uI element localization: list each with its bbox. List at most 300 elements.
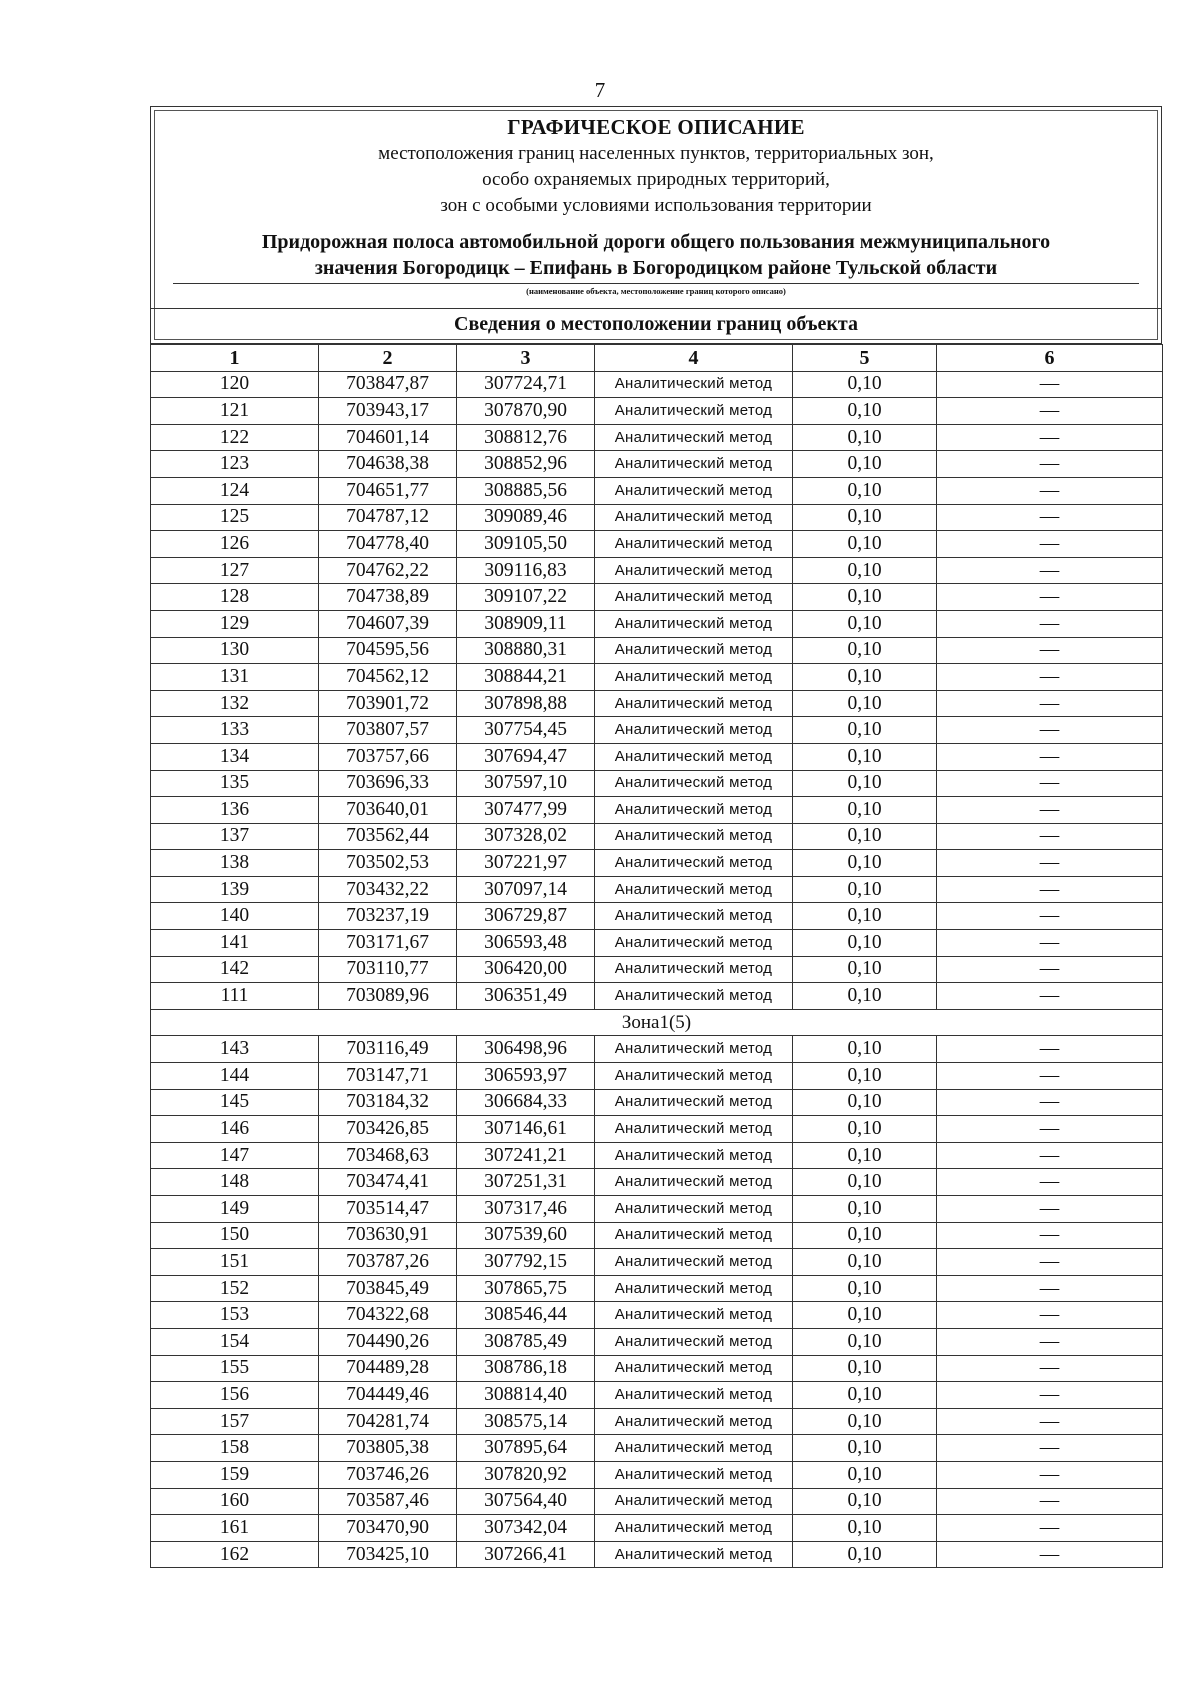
accuracy-cell: 0,10: [793, 797, 937, 824]
x-coordinate-cell: 704778,40: [319, 531, 457, 558]
subtitle-line-3: зон с особыми условиями использования территории: [440, 195, 872, 216]
point-number-cell: 133: [151, 717, 319, 744]
x-coordinate-cell: 703147,71: [319, 1063, 457, 1090]
description-cell: —: [937, 1142, 1163, 1169]
point-number-cell: 122: [151, 424, 319, 451]
object-name-underline: [173, 283, 1139, 284]
table-row: [151, 1169, 1163, 1196]
accuracy-cell: 0,10: [793, 557, 937, 584]
accuracy-cell: 0,10: [793, 1116, 937, 1143]
column-header: 1: [151, 345, 319, 372]
table-row: [151, 1328, 1163, 1355]
accuracy-cell: 0,10: [793, 1036, 937, 1063]
point-number-cell: 130: [151, 637, 319, 664]
point-number-cell: 160: [151, 1488, 319, 1515]
x-coordinate-cell: 703171,67: [319, 930, 457, 957]
table-row: [151, 1116, 1163, 1143]
table-row: [151, 451, 1163, 478]
method-cell: Аналитический метод: [595, 850, 793, 877]
x-coordinate-cell: 704489,28: [319, 1355, 457, 1382]
description-cell: —: [937, 823, 1163, 850]
accuracy-cell: 0,10: [793, 477, 937, 504]
y-coordinate-cell: 306351,49: [457, 983, 595, 1010]
y-coordinate-cell: 307328,02: [457, 823, 595, 850]
y-coordinate-cell: 306420,00: [457, 956, 595, 983]
method-cell: Аналитический метод: [595, 1249, 793, 1276]
zone-separator: [151, 1009, 1163, 1036]
x-coordinate-cell: 703746,26: [319, 1461, 457, 1488]
point-number-cell: 140: [151, 903, 319, 930]
y-coordinate-cell: 306498,96: [457, 1036, 595, 1063]
method-cell: Аналитический метод: [595, 1196, 793, 1223]
method-cell: Аналитический метод: [595, 690, 793, 717]
column-header: 6: [937, 345, 1163, 372]
x-coordinate-cell: 704490,26: [319, 1328, 457, 1355]
table-row: [151, 1222, 1163, 1249]
table-row: [151, 1036, 1163, 1063]
point-number-cell: 161: [151, 1515, 319, 1542]
accuracy-cell: 0,10: [793, 1275, 937, 1302]
method-cell: Аналитический метод: [595, 1036, 793, 1063]
description-cell: —: [937, 1328, 1163, 1355]
table-row: [151, 1461, 1163, 1488]
x-coordinate-cell: 703587,46: [319, 1488, 457, 1515]
description-cell: —: [937, 1488, 1163, 1515]
zone-label: Зона1(5): [151, 1009, 1163, 1036]
x-coordinate-cell: 703514,47: [319, 1196, 457, 1223]
method-cell: Аналитический метод: [595, 1408, 793, 1435]
description-cell: —: [937, 1036, 1163, 1063]
accuracy-cell: 0,10: [793, 1435, 937, 1462]
y-coordinate-cell: 309105,50: [457, 531, 595, 558]
accuracy-cell: 0,10: [793, 664, 937, 691]
y-coordinate-cell: 307820,92: [457, 1461, 595, 1488]
method-cell: Аналитический метод: [595, 531, 793, 558]
y-coordinate-cell: 306593,48: [457, 930, 595, 957]
table-row: [151, 398, 1163, 425]
point-number-cell: 149: [151, 1196, 319, 1223]
table-row: [151, 797, 1163, 824]
table-row: [151, 823, 1163, 850]
y-coordinate-cell: 308575,14: [457, 1408, 595, 1435]
description-cell: —: [937, 1116, 1163, 1143]
table-row: [151, 1275, 1163, 1302]
x-coordinate-cell: 703468,63: [319, 1142, 457, 1169]
table-row: [151, 1408, 1163, 1435]
y-coordinate-cell: 307477,99: [457, 797, 595, 824]
description-cell: —: [937, 956, 1163, 983]
y-coordinate-cell: 307694,47: [457, 743, 595, 770]
x-coordinate-cell: 704607,39: [319, 610, 457, 637]
point-number-cell: 135: [151, 770, 319, 797]
table-row: [151, 1089, 1163, 1116]
table-row: [151, 876, 1163, 903]
x-coordinate-cell: 703640,01: [319, 797, 457, 824]
x-coordinate-cell: 703116,49: [319, 1036, 457, 1063]
subtitle-line-2: особо охраняемых природных территорий,: [482, 169, 830, 190]
x-coordinate-cell: 703426,85: [319, 1116, 457, 1143]
point-number-cell: 144: [151, 1063, 319, 1090]
x-coordinate-cell: 703089,96: [319, 983, 457, 1010]
description-cell: —: [937, 1541, 1163, 1568]
accuracy-cell: 0,10: [793, 717, 937, 744]
accuracy-cell: 0,10: [793, 637, 937, 664]
x-coordinate-cell: 704322,68: [319, 1302, 457, 1329]
method-cell: Аналитический метод: [595, 1116, 793, 1143]
x-coordinate-cell: 704787,12: [319, 504, 457, 531]
description-cell: —: [937, 850, 1163, 877]
point-number-cell: 157: [151, 1408, 319, 1435]
x-coordinate-cell: 703432,22: [319, 876, 457, 903]
y-coordinate-cell: 308546,44: [457, 1302, 595, 1329]
description-cell: —: [937, 1355, 1163, 1382]
point-number-cell: 121: [151, 398, 319, 425]
description-cell: —: [937, 690, 1163, 717]
description-cell: —: [937, 504, 1163, 531]
accuracy-cell: 0,10: [793, 690, 937, 717]
table-row: [151, 717, 1163, 744]
method-cell: Аналитический метод: [595, 956, 793, 983]
description-cell: —: [937, 1435, 1163, 1462]
method-cell: Аналитический метод: [595, 584, 793, 611]
object-name-line-1: Придорожная полоса автомобильной дороги общего пользования межмуниципального: [261, 231, 1051, 253]
method-cell: Аналитический метод: [595, 398, 793, 425]
method-cell: Аналитический метод: [595, 451, 793, 478]
description-cell: —: [937, 770, 1163, 797]
point-number-cell: 129: [151, 610, 319, 637]
table-row: [151, 610, 1163, 637]
x-coordinate-cell: 703807,57: [319, 717, 457, 744]
x-coordinate-cell: 703425,10: [319, 1541, 457, 1568]
column-header: 5: [793, 345, 937, 372]
object-name-caption: (наименование объекта, местоположение границ которого описано): [526, 286, 786, 296]
point-number-cell: 137: [151, 823, 319, 850]
point-number-cell: 139: [151, 876, 319, 903]
y-coordinate-cell: 308844,21: [457, 664, 595, 691]
accuracy-cell: 0,10: [793, 1328, 937, 1355]
description-cell: —: [937, 424, 1163, 451]
table-row: [151, 983, 1163, 1010]
y-coordinate-cell: 307241,21: [457, 1142, 595, 1169]
point-number-cell: 154: [151, 1328, 319, 1355]
x-coordinate-cell: 703630,91: [319, 1222, 457, 1249]
x-coordinate-cell: 704595,56: [319, 637, 457, 664]
method-cell: Аналитический метод: [595, 504, 793, 531]
description-cell: —: [937, 1063, 1163, 1090]
column-header: 4: [595, 345, 793, 372]
table-row: [151, 930, 1163, 957]
table-row: [151, 1435, 1163, 1462]
point-number-cell: 146: [151, 1116, 319, 1143]
table-body-part-2: [151, 1036, 1163, 1568]
method-cell: Аналитический метод: [595, 717, 793, 744]
y-coordinate-cell: 307539,60: [457, 1222, 595, 1249]
description-cell: —: [937, 1461, 1163, 1488]
description-cell: —: [937, 1515, 1163, 1542]
table-row: [151, 424, 1163, 451]
point-number-cell: 126: [151, 531, 319, 558]
point-number-cell: 151: [151, 1249, 319, 1276]
accuracy-cell: 0,10: [793, 1302, 937, 1329]
description-cell: —: [937, 1382, 1163, 1409]
accuracy-cell: 0,10: [793, 1488, 937, 1515]
y-coordinate-cell: 307865,75: [457, 1275, 595, 1302]
description-cell: —: [937, 1169, 1163, 1196]
accuracy-cell: 0,10: [793, 1382, 937, 1409]
table-row: [151, 557, 1163, 584]
accuracy-cell: 0,10: [793, 1196, 937, 1223]
method-cell: Аналитический метод: [595, 1302, 793, 1329]
accuracy-cell: 0,10: [793, 1515, 937, 1542]
method-cell: Аналитический метод: [595, 424, 793, 451]
accuracy-cell: 0,10: [793, 584, 937, 611]
point-number-cell: 136: [151, 797, 319, 824]
description-cell: —: [937, 1249, 1163, 1276]
method-cell: Аналитический метод: [595, 1142, 793, 1169]
y-coordinate-cell: 307724,71: [457, 371, 595, 398]
y-coordinate-cell: 306729,87: [457, 903, 595, 930]
description-cell: —: [937, 717, 1163, 744]
header-box: [150, 106, 1162, 344]
table-row: [151, 637, 1163, 664]
x-coordinate-cell: 704449,46: [319, 1382, 457, 1409]
x-coordinate-cell: 703787,26: [319, 1249, 457, 1276]
description-cell: —: [937, 531, 1163, 558]
description-cell: —: [937, 371, 1163, 398]
y-coordinate-cell: 308880,31: [457, 637, 595, 664]
accuracy-cell: 0,10: [793, 823, 937, 850]
method-cell: Аналитический метод: [595, 664, 793, 691]
accuracy-cell: 0,10: [793, 1541, 937, 1568]
table-row: [151, 1063, 1163, 1090]
y-coordinate-cell: 307097,14: [457, 876, 595, 903]
accuracy-cell: 0,10: [793, 371, 937, 398]
y-coordinate-cell: 307251,31: [457, 1169, 595, 1196]
method-cell: Аналитический метод: [595, 903, 793, 930]
x-coordinate-cell: 703474,41: [319, 1169, 457, 1196]
table-row: [151, 1142, 1163, 1169]
point-number-cell: 142: [151, 956, 319, 983]
point-number-cell: 131: [151, 664, 319, 691]
table-row: [151, 1541, 1163, 1568]
point-number-cell: 158: [151, 1435, 319, 1462]
method-cell: Аналитический метод: [595, 477, 793, 504]
section-divider: [151, 308, 1161, 309]
table-row: [151, 371, 1163, 398]
table-row: [151, 1382, 1163, 1409]
point-number-cell: 128: [151, 584, 319, 611]
accuracy-cell: 0,10: [793, 424, 937, 451]
x-coordinate-cell: 703845,49: [319, 1275, 457, 1302]
x-coordinate-cell: 703110,77: [319, 956, 457, 983]
x-coordinate-cell: 704738,89: [319, 584, 457, 611]
point-number-cell: 134: [151, 743, 319, 770]
description-cell: —: [937, 743, 1163, 770]
table-row: [151, 770, 1163, 797]
table-row: [151, 956, 1163, 983]
y-coordinate-cell: 307564,40: [457, 1488, 595, 1515]
x-coordinate-cell: 704601,14: [319, 424, 457, 451]
y-coordinate-cell: 308852,96: [457, 451, 595, 478]
accuracy-cell: 0,10: [793, 610, 937, 637]
zone-row: [151, 1009, 1163, 1036]
accuracy-cell: 0,10: [793, 1408, 937, 1435]
accuracy-cell: 0,10: [793, 850, 937, 877]
y-coordinate-cell: 307317,46: [457, 1196, 595, 1223]
x-coordinate-cell: 704638,38: [319, 451, 457, 478]
y-coordinate-cell: 307754,45: [457, 717, 595, 744]
description-cell: —: [937, 930, 1163, 957]
page-number: 7: [594, 78, 606, 102]
table-row: [151, 1355, 1163, 1382]
point-number-cell: 145: [151, 1089, 319, 1116]
x-coordinate-cell: 703943,17: [319, 398, 457, 425]
accuracy-cell: 0,10: [793, 504, 937, 531]
description-cell: —: [937, 1275, 1163, 1302]
method-cell: Аналитический метод: [595, 637, 793, 664]
accuracy-cell: 0,10: [793, 1142, 937, 1169]
x-coordinate-cell: 704281,74: [319, 1408, 457, 1435]
y-coordinate-cell: 306684,33: [457, 1089, 595, 1116]
description-cell: —: [937, 1408, 1163, 1435]
description-cell: —: [937, 1302, 1163, 1329]
point-number-cell: 123: [151, 451, 319, 478]
description-cell: —: [937, 1089, 1163, 1116]
description-cell: —: [937, 903, 1163, 930]
point-number-cell: 148: [151, 1169, 319, 1196]
description-cell: —: [937, 876, 1163, 903]
method-cell: Аналитический метод: [595, 1169, 793, 1196]
y-coordinate-cell: 307146,61: [457, 1116, 595, 1143]
point-number-cell: 132: [151, 690, 319, 717]
section-title: Сведения о местоположении границ объекта: [454, 313, 858, 335]
y-coordinate-cell: 308785,49: [457, 1328, 595, 1355]
point-number-cell: 155: [151, 1355, 319, 1382]
y-coordinate-cell: 308786,18: [457, 1355, 595, 1382]
y-coordinate-cell: 308885,56: [457, 477, 595, 504]
table-row: [151, 477, 1163, 504]
y-coordinate-cell: 308909,11: [457, 610, 595, 637]
y-coordinate-cell: 307898,88: [457, 690, 595, 717]
method-cell: Аналитический метод: [595, 557, 793, 584]
method-cell: Аналитический метод: [595, 1382, 793, 1409]
method-cell: Аналитический метод: [595, 1089, 793, 1116]
point-number-cell: 138: [151, 850, 319, 877]
column-header: 2: [319, 345, 457, 372]
description-cell: —: [937, 398, 1163, 425]
method-cell: Аналитический метод: [595, 1328, 793, 1355]
description-cell: —: [937, 637, 1163, 664]
y-coordinate-cell: 307597,10: [457, 770, 595, 797]
accuracy-cell: 0,10: [793, 1249, 937, 1276]
point-number-cell: 125: [151, 504, 319, 531]
object-name-line-2: значения Богородицк – Епифань в Богородицком районе Тульской области: [314, 257, 998, 279]
description-cell: —: [937, 797, 1163, 824]
description-cell: —: [937, 664, 1163, 691]
y-coordinate-cell: 307342,04: [457, 1515, 595, 1542]
method-cell: Аналитический метод: [595, 1275, 793, 1302]
method-cell: Аналитический метод: [595, 1488, 793, 1515]
x-coordinate-cell: 704562,12: [319, 664, 457, 691]
table-row: [151, 1302, 1163, 1329]
y-coordinate-cell: 307895,64: [457, 1435, 595, 1462]
method-cell: Аналитический метод: [595, 371, 793, 398]
accuracy-cell: 0,10: [793, 903, 937, 930]
method-cell: Аналитический метод: [595, 1355, 793, 1382]
table-row: [151, 1196, 1163, 1223]
accuracy-cell: 0,10: [793, 983, 937, 1010]
y-coordinate-cell: 309116,83: [457, 557, 595, 584]
x-coordinate-cell: 703562,44: [319, 823, 457, 850]
method-cell: Аналитический метод: [595, 983, 793, 1010]
method-cell: Аналитический метод: [595, 610, 793, 637]
method-cell: Аналитический метод: [595, 797, 793, 824]
y-coordinate-cell: 307221,97: [457, 850, 595, 877]
x-coordinate-cell: 703847,87: [319, 371, 457, 398]
x-coordinate-cell: 703696,33: [319, 770, 457, 797]
accuracy-cell: 0,10: [793, 956, 937, 983]
point-number-cell: 124: [151, 477, 319, 504]
point-number-cell: 141: [151, 930, 319, 957]
table-row: [151, 1515, 1163, 1542]
table-row: [151, 743, 1163, 770]
method-cell: Аналитический метод: [595, 1515, 793, 1542]
point-number-cell: 156: [151, 1382, 319, 1409]
description-cell: —: [937, 477, 1163, 504]
point-number-cell: 147: [151, 1142, 319, 1169]
point-number-cell: 150: [151, 1222, 319, 1249]
table-row: [151, 1249, 1163, 1276]
y-coordinate-cell: 308812,76: [457, 424, 595, 451]
y-coordinate-cell: 307870,90: [457, 398, 595, 425]
table-row: [151, 664, 1163, 691]
point-number-cell: 127: [151, 557, 319, 584]
accuracy-cell: 0,10: [793, 770, 937, 797]
point-number-cell: 162: [151, 1541, 319, 1568]
table-row: [151, 903, 1163, 930]
method-cell: Аналитический метод: [595, 1063, 793, 1090]
x-coordinate-cell: 703502,53: [319, 850, 457, 877]
method-cell: Аналитический метод: [595, 1435, 793, 1462]
accuracy-cell: 0,10: [793, 1169, 937, 1196]
accuracy-cell: 0,10: [793, 531, 937, 558]
coordinates-table: [150, 344, 1163, 1568]
accuracy-cell: 0,10: [793, 1222, 937, 1249]
table-header-row: [151, 345, 1163, 372]
x-coordinate-cell: 703901,72: [319, 690, 457, 717]
y-coordinate-cell: 309089,46: [457, 504, 595, 531]
method-cell: Аналитический метод: [595, 1461, 793, 1488]
description-cell: —: [937, 451, 1163, 478]
method-cell: Аналитический метод: [595, 876, 793, 903]
subtitle-line-1: местоположения границ населенных пунктов, территориальных зон,: [378, 143, 934, 164]
point-number-cell: 159: [151, 1461, 319, 1488]
table-row: [151, 504, 1163, 531]
accuracy-cell: 0,10: [793, 1461, 937, 1488]
table-row: [151, 1488, 1163, 1515]
x-coordinate-cell: 703470,90: [319, 1515, 457, 1542]
x-coordinate-cell: 704762,22: [319, 557, 457, 584]
method-cell: Аналитический метод: [595, 770, 793, 797]
y-coordinate-cell: 307266,41: [457, 1541, 595, 1568]
accuracy-cell: 0,10: [793, 1063, 937, 1090]
method-cell: Аналитический метод: [595, 1222, 793, 1249]
method-cell: Аналитический метод: [595, 1541, 793, 1568]
accuracy-cell: 0,10: [793, 743, 937, 770]
point-number-cell: 153: [151, 1302, 319, 1329]
table-row: [151, 690, 1163, 717]
accuracy-cell: 0,10: [793, 930, 937, 957]
